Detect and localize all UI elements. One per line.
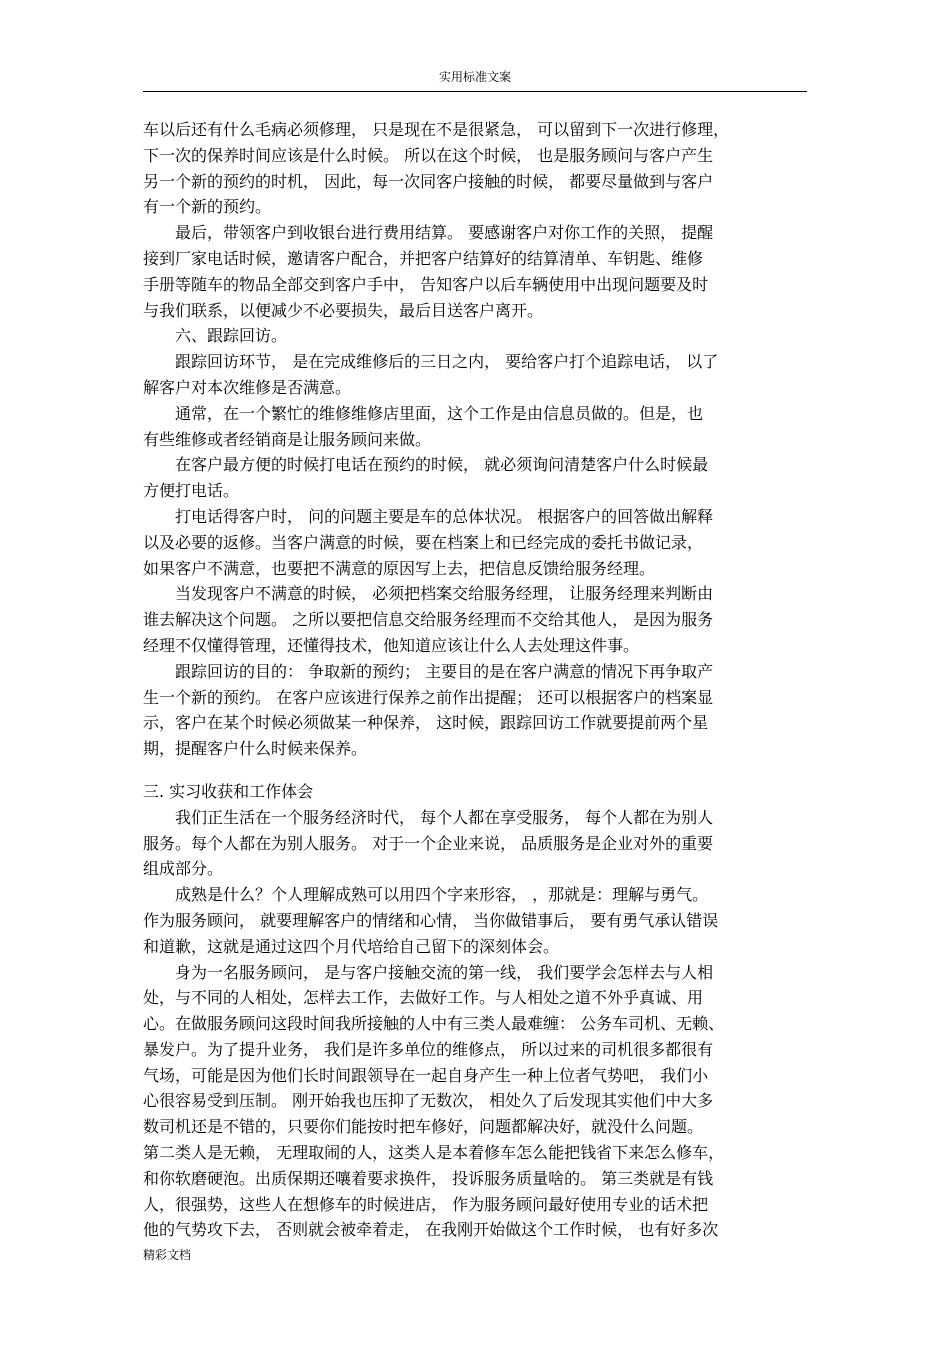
text-line: 数司机还是不错的，只要你们能按时把车修好，问题都解决好，就没什么问题。 [143, 1117, 704, 1137]
text-line: 我们正生活在一个服务经济时代， 每个人都在享受服务， 每个人都在为别人 [143, 807, 714, 827]
text-line: 以及必要的返修。当客户满意的时候，要在档案上和已经完成的委托书做记录， [143, 532, 704, 552]
paragraph-block-upper [143, 117, 807, 762]
text-line: 期，提醒客户什么时候来保养。 [143, 739, 368, 759]
text-line: 在客户最方便的时候打电话在预约的时候， 就必须询问清楚客户什么时候最 [143, 455, 709, 475]
text-line: 和道歉，这就是通过这四个月代培给自己留下的深刻体会。 [143, 936, 560, 956]
text-line: 暴发户。为了提升业务， 我们是许多单位的维修点， 所以过来的司机很多都很有 [143, 1039, 714, 1059]
document-body [143, 117, 807, 1243]
text-line: 有一个新的预约。 [143, 197, 272, 217]
text-line: 通常，在一个繁忙的维修维修店里面，这个工作是由信息员做的。但是，也 [143, 403, 704, 423]
text-line: 示，客户在某个时候必须做某一种保养， 这时候，跟踪回访工作就要提前两个星 [143, 713, 709, 733]
text-line: 解客户对本次维修是否满意。 [143, 377, 352, 397]
text-line: 组成部分。 [143, 859, 224, 879]
text-line: 跟踪回访的目的： 争取新的预约； 主要目的是在客户满意的情况下再争取产 [143, 661, 714, 681]
text-line: 另一个新的预约的时机， 因此，每一次同客户接触的时候， 都要尽量做到与客户 [143, 171, 714, 191]
text-line: 经理不仅懂得管理，还懂得技术，他知道应该让什么人去处理这件事。 [143, 635, 640, 655]
text-line: 他的气势攻下去， 否则就会被牵着走， 在我刚开始做这个工作时候， 也有好多次 [143, 1220, 719, 1240]
paragraph-block-lower [143, 805, 807, 1244]
page-footer: 精彩文档 [143, 1248, 192, 1262]
text-line: 手册等随车的物品全部交到客户手中， 告知客户以后车辆使用中出现问题要及时 [143, 274, 709, 294]
text-line: 生一个新的预约。 在客户应该进行保养之前作出提醒； 还可以根据客户的档案显 [143, 687, 714, 707]
section-heading: 三. 实习收获和工作体会 [143, 781, 314, 801]
text-line: 和你软磨硬泡。出质保期还嚷着要求换件， 投诉服务质量啥的。 第三类就是有钱 [143, 1168, 714, 1188]
subsection-heading: 六、跟踪回访。 [143, 326, 288, 346]
text-line: 心。在做服务顾问这段时间我所接触的人中有三类人最难缠： 公务车司机、无赖、 [143, 1014, 725, 1034]
text-line: 接到厂家电话时候，邀请客户配合，并把客户结算好的结算清单、车钥匙、维修 [143, 248, 704, 268]
text-line: 身为一名服务顾问， 是与客户接触交流的第一线， 我们要学会怎样去与人相 [143, 962, 714, 982]
text-line: 服务。每个人都在为别人服务。 对于一个企业来说， 品质服务是企业对外的重要 [143, 833, 714, 853]
text-line: 方便打电话。 [143, 481, 240, 501]
text-line: 成熟是什么？个人理解成熟可以用四个字来形容， ，那就是：理解与勇气。 [143, 885, 709, 905]
text-line: 人，很强势，这些人在想修车的时候进店， 作为服务顾问最好使用专业的话术把 [143, 1194, 709, 1214]
text-line: 最后，带领客户到收银台进行费用结算。 要感谢客户对你工作的关照， 提醒 [143, 223, 714, 243]
text-line: 跟踪回访环节， 是在完成维修后的三日之内， 要给客户打个追踪电话， 以了 [143, 352, 719, 372]
page-header: 实用标准文案 [143, 70, 807, 92]
text-line: 第二类人是无赖， 无理取闹的人，这类人是本着修车怎么能把钱省下来怎么修车， [143, 1143, 725, 1163]
text-line: 当发现客户不满意的时候， 必须把档案交给服务经理， 让服务经理来判断由 [143, 584, 714, 604]
text-line: 谁去解决这个问题。 之所以要把信息交给服务经理而不交给其他人， 是因为服务 [143, 610, 714, 630]
text-line: 作为服务顾问， 就要理解客户的情绪和心情， 当你做错事后， 要有勇气承认错误 [143, 910, 719, 930]
text-line: 打电话得客户时， 问的问题主要是车的总体状况。 根据客户的回答做出解释 [143, 506, 714, 526]
text-line: 与我们联系，以便减少不必要损失，最后目送客户离开。 [143, 300, 544, 320]
text-line: 下一次的保养时间应该是什么时候。 所以在这个时候， 也是服务顾问与客户产生 [143, 145, 714, 165]
text-line: 有些维修或者经销商是让服务顾问来做。 [143, 429, 432, 449]
text-line: 处，与不同的人相处，怎样去工作，去做好工作。与人相处之道不外乎真诚、用 [143, 988, 704, 1008]
text-line: 如果客户不满意，也要把不满意的原因写上去，把信息反馈给服务经理。 [143, 558, 656, 578]
text-line: 车以后还有什么毛病必须修理， 只是现在不是很紧急， 可以留到下一次进行修理， [143, 120, 730, 139]
text-line: 心很容易受到压制。 刚开始我也压抑了无数次， 相处久了后发现其实他们中大多 [143, 1091, 714, 1111]
text-line: 气场，可能是因为他们长时间跟领导在一起自身产生一种上位者气势吧， 我们小 [143, 1065, 709, 1085]
